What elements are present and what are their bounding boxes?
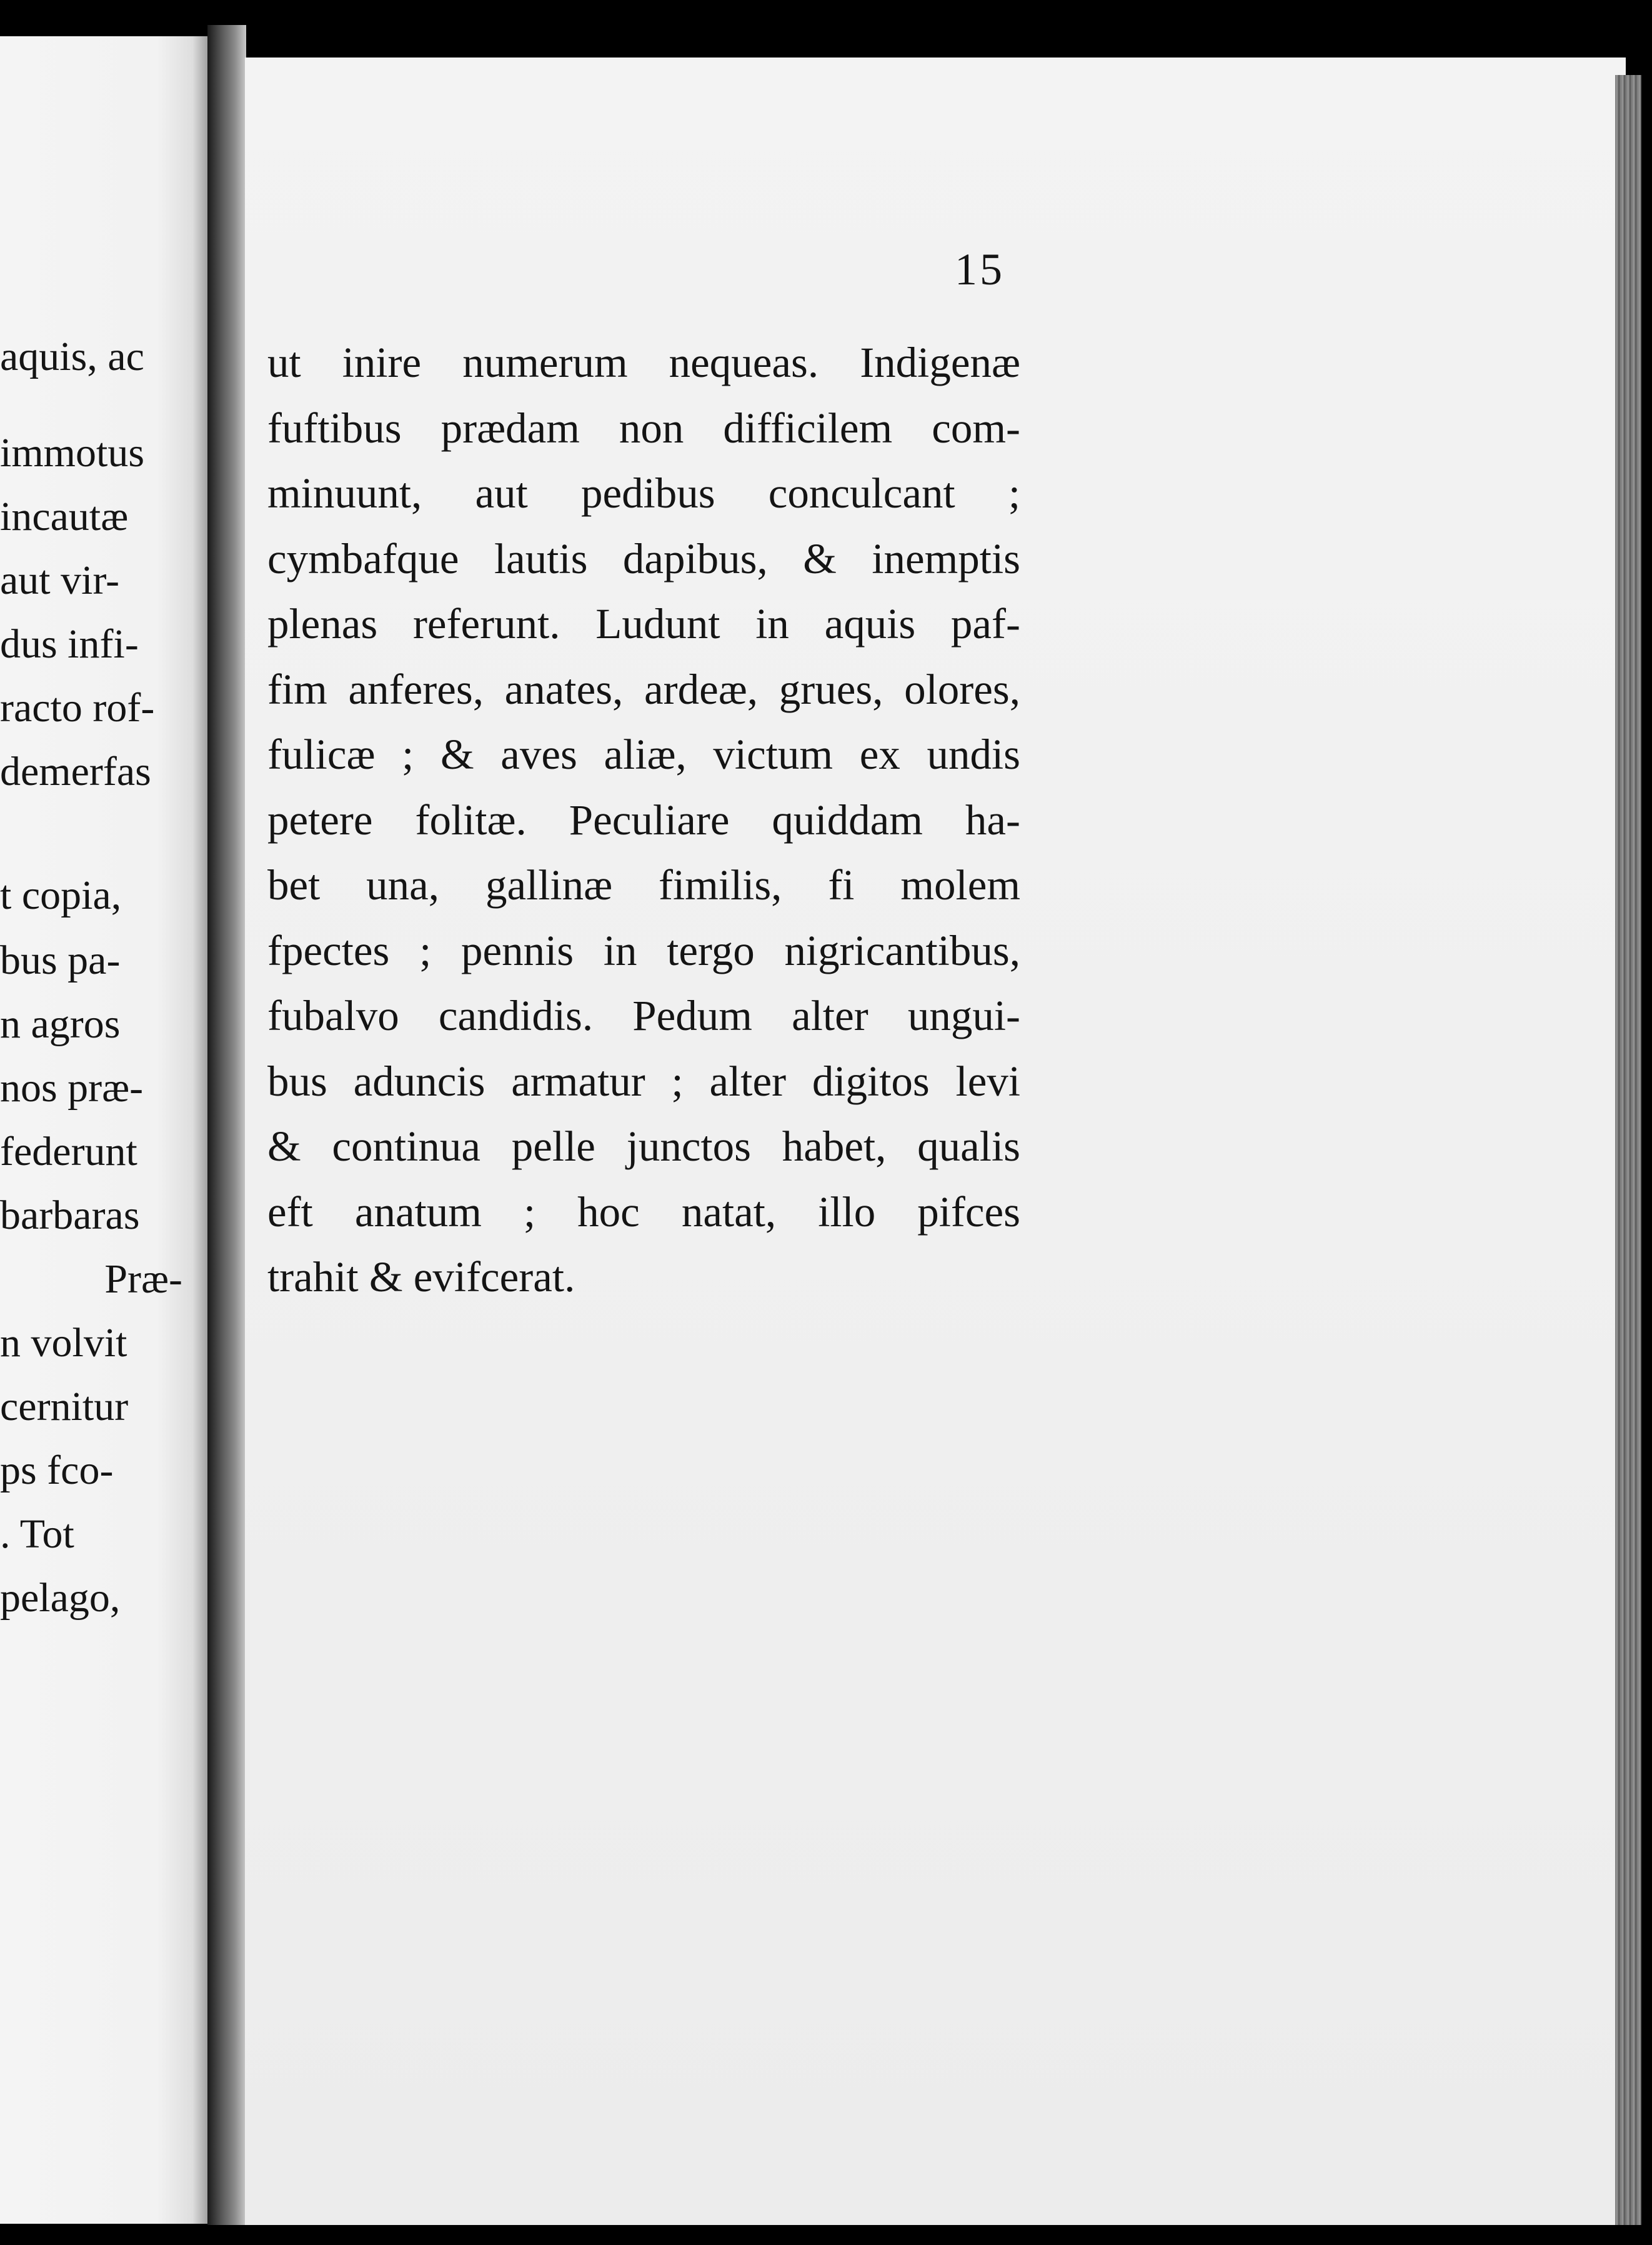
- prev-page-line: n agros: [0, 1001, 121, 1047]
- prev-page-line: . Tot: [0, 1511, 74, 1557]
- text-line: bus aduncis armatur ; alter digitos levi: [267, 1057, 1020, 1105]
- prev-page-line: federunt: [0, 1129, 137, 1174]
- text-line: trahit & evifcerat.: [267, 1253, 575, 1301]
- prev-page-line: immotus: [0, 430, 145, 476]
- text-line: minuunt, aut pedibus conculcant ;: [267, 469, 1020, 517]
- book-gutter: [207, 25, 246, 2225]
- prev-page-line: incautæ: [0, 494, 129, 539]
- prev-page-line: pelago,: [0, 1575, 121, 1621]
- text-line: fubalvo candidis. Pedum alter ungui-: [267, 992, 1020, 1039]
- prev-page-line: aut vir-: [0, 558, 120, 603]
- prev-page-line: bus pa-: [0, 938, 121, 983]
- prev-page-line: aquis, ac: [0, 334, 144, 379]
- text-line: eft anatum ; hoc natat, illo pifces: [267, 1188, 1020, 1236]
- text-line: ut inire numerum nequeas. Indigenæ: [267, 339, 1020, 386]
- prev-page-line: ps fco-: [0, 1448, 114, 1493]
- text-line: fulicæ ; & aves aliæ, victum ex undis: [267, 731, 1020, 778]
- text-line: petere folitæ. Peculiare quiddam ha-: [267, 796, 1020, 844]
- prev-page-line: t copia,: [0, 872, 122, 918]
- prev-page-line: Præ-: [104, 1256, 182, 1302]
- prev-page-line: racto rof-: [0, 685, 155, 731]
- text-line: & continua pelle junctos habet, qualis: [267, 1122, 1020, 1170]
- page-number: 15: [955, 244, 1005, 294]
- prev-page-line: nos præ-: [0, 1065, 144, 1111]
- prev-page-line: cernitur: [0, 1384, 129, 1429]
- page-body-text: [267, 330, 1020, 1310]
- text-line: fuftibus prædam non difficilem com-: [267, 404, 1020, 452]
- prev-page-line: n volvit: [0, 1320, 127, 1366]
- text-line: fim anferes, anates, ardeæ, grues, olores,: [267, 665, 1020, 713]
- text-line: cymbafque lautis dapibus, & inemptis: [267, 534, 1020, 582]
- text-line: fpectes ; pennis in tergo nigricantibus,: [267, 926, 1020, 974]
- previous-page: [0, 36, 209, 2224]
- text-line: bet una, gallinæ fimilis, fi molem: [267, 861, 1020, 909]
- page-edges: [1615, 75, 1641, 2225]
- prev-page-line: dus infi-: [0, 621, 139, 667]
- prev-page-line: demerfas: [0, 749, 151, 794]
- text-line: plenas referunt. Ludunt in aquis paf-: [267, 600, 1020, 648]
- prev-page-line: barbaras: [0, 1192, 140, 1238]
